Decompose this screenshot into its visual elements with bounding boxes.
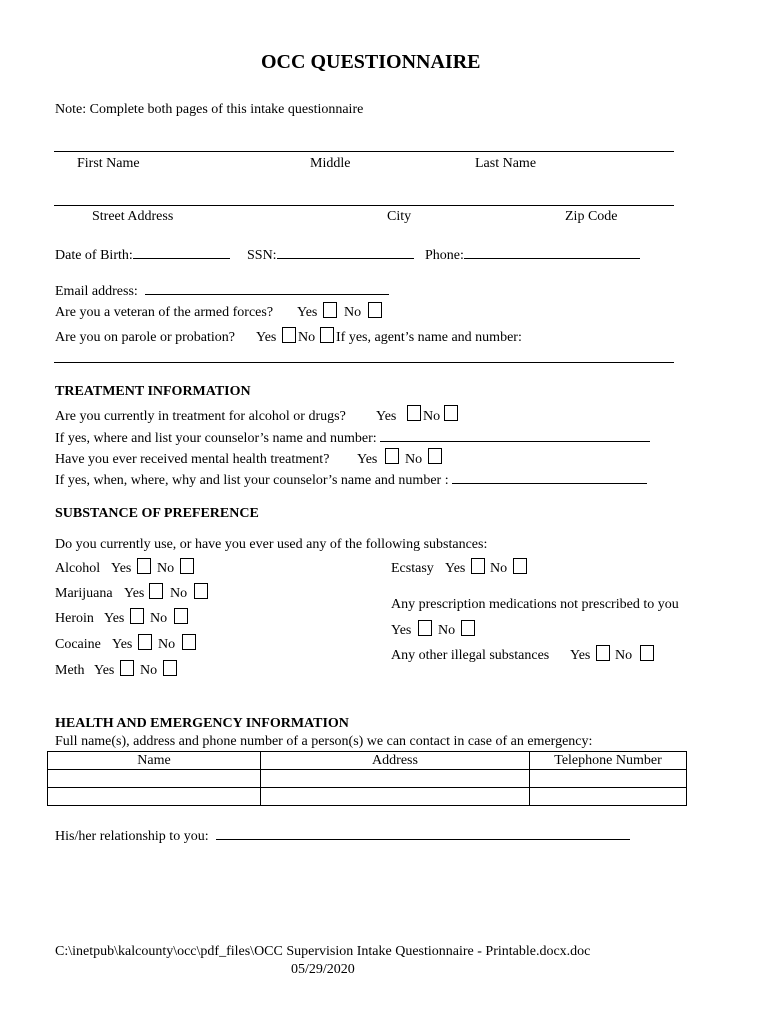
- veteran-no-label: No: [344, 305, 362, 320]
- treatment-no-checkbox[interactable]: [444, 405, 458, 421]
- health-heading: HEALTH AND EMERGENCY INFORMATION: [55, 716, 349, 731]
- column-header-address: Address: [261, 752, 530, 770]
- email-field: [55, 281, 389, 300]
- other-substances-no-checkbox[interactable]: [640, 645, 654, 661]
- veteran-question: Are you a veteran of the armed forces?: [55, 305, 274, 320]
- name-input-line[interactable]: [54, 151, 674, 152]
- relationship-label: His/her relationship to you:: [55, 829, 209, 844]
- dob-label: Date of Birth:: [55, 248, 133, 263]
- column-header-name: Name: [48, 752, 261, 770]
- contact-address-cell[interactable]: [261, 770, 530, 788]
- ecstasy-no-label: No: [490, 561, 508, 576]
- cocaine-label: Cocaine: [55, 637, 101, 652]
- treatment-question: Are you currently in treatment for alcohol or drugs?: [55, 409, 346, 424]
- mental-health-followup: [55, 470, 647, 489]
- alcohol-no-checkbox[interactable]: [180, 558, 194, 574]
- contact-address-cell[interactable]: [261, 788, 530, 806]
- city-label: City: [387, 209, 412, 224]
- meth-label: Meth: [55, 663, 85, 678]
- alcohol-yes-label: Yes: [111, 561, 132, 576]
- email-input-line[interactable]: [145, 281, 389, 295]
- contact-name-cell[interactable]: [48, 770, 261, 788]
- alcohol-yes-checkbox[interactable]: [137, 558, 151, 574]
- emergency-contacts-table: [47, 751, 687, 806]
- ecstasy-yes-checkbox[interactable]: [471, 558, 485, 574]
- treatment-no-label: No: [423, 409, 441, 424]
- contact-telephone-cell[interactable]: [530, 788, 687, 806]
- marijuana-yes-label: Yes: [124, 586, 145, 601]
- first-name-label: First Name: [77, 156, 140, 171]
- prescription-no-label: No: [438, 623, 456, 638]
- ecstasy-label: Ecstasy: [391, 561, 434, 576]
- dob-field: [55, 245, 230, 264]
- marijuana-no-checkbox[interactable]: [194, 583, 208, 599]
- parole-no-checkbox[interactable]: [320, 327, 334, 343]
- substance-heading: SUBSTANCE OF PREFERENCE: [55, 506, 259, 521]
- other-substances-yes-checkbox[interactable]: [596, 645, 610, 661]
- meth-yes-checkbox[interactable]: [120, 660, 134, 676]
- heroin-yes-label: Yes: [104, 611, 125, 626]
- mental-health-yes-label: Yes: [357, 452, 378, 467]
- address-input-line[interactable]: [54, 205, 674, 206]
- contact-telephone-cell[interactable]: [530, 770, 687, 788]
- prescription-yes-label: Yes: [391, 623, 412, 638]
- street-address-label: Street Address: [92, 209, 174, 224]
- alcohol-no-label: No: [157, 561, 175, 576]
- middle-name-label: Middle: [310, 156, 351, 171]
- treatment-yes-checkbox[interactable]: [407, 405, 421, 421]
- other-substances-label: Any other illegal substances: [391, 648, 550, 663]
- heroin-no-label: No: [150, 611, 168, 626]
- intake-note: Note: Complete both pages of this intake questionnaire: [55, 102, 364, 117]
- mental-health-followup-label: If yes, when, where, why and list your counselor’s name and number :: [55, 473, 449, 488]
- alcohol-label: Alcohol: [55, 561, 101, 576]
- heroin-label: Heroin: [55, 611, 94, 626]
- table-header-row: [48, 752, 687, 770]
- meth-no-checkbox[interactable]: [163, 660, 177, 676]
- parole-followup: If yes, agent’s name and number:: [336, 330, 522, 345]
- page-title: OCC QUESTIONNAIRE: [261, 51, 481, 73]
- meth-yes-label: Yes: [94, 663, 115, 678]
- table-row: [48, 770, 687, 788]
- marijuana-label: Marijuana: [55, 586, 113, 601]
- last-name-label: Last Name: [475, 156, 537, 171]
- veteran-yes-label: Yes: [297, 305, 318, 320]
- veteran-yes-checkbox[interactable]: [323, 302, 337, 318]
- email-label: Email address:: [55, 284, 138, 299]
- parole-yes-checkbox[interactable]: [282, 327, 296, 343]
- other-substances-no-label: No: [615, 648, 633, 663]
- mental-health-input-line[interactable]: [452, 470, 647, 484]
- dob-input-line[interactable]: [133, 245, 230, 259]
- treatment-followup-label: If yes, where and list your counselor’s name and number:: [55, 431, 377, 446]
- prescription-label: Any prescription medications not prescribed to you: [391, 597, 679, 612]
- ecstasy-yes-label: Yes: [445, 561, 466, 576]
- mental-health-question: Have you ever received mental health treatment?: [55, 452, 330, 467]
- heroin-yes-checkbox[interactable]: [130, 608, 144, 624]
- cocaine-no-label: No: [158, 637, 176, 652]
- ssn-label: SSN:: [247, 248, 277, 263]
- other-substances-yes-label: Yes: [570, 648, 591, 663]
- phone-field: [425, 245, 640, 264]
- mental-health-yes-checkbox[interactable]: [385, 448, 399, 464]
- relationship-input-line[interactable]: [216, 826, 630, 840]
- parole-yes-label: Yes: [256, 330, 277, 345]
- zip-code-label: Zip Code: [565, 209, 618, 224]
- phone-label: Phone:: [425, 248, 464, 263]
- cocaine-yes-checkbox[interactable]: [138, 634, 152, 650]
- mental-health-no-checkbox[interactable]: [428, 448, 442, 464]
- parole-no-label: No: [298, 330, 316, 345]
- treatment-yes-label: Yes: [376, 409, 397, 424]
- treatment-heading: TREATMENT INFORMATION: [55, 384, 251, 399]
- substance-intro: Do you currently use, or have you ever used any of the following substances:: [55, 537, 488, 552]
- marijuana-no-label: No: [170, 586, 188, 601]
- relationship-field: [55, 826, 630, 845]
- ssn-field: [247, 245, 414, 264]
- marijuana-yes-checkbox[interactable]: [149, 583, 163, 599]
- footer-date: 05/29/2020: [291, 962, 355, 977]
- veteran-no-checkbox[interactable]: [368, 302, 382, 318]
- phone-input-line[interactable]: [464, 245, 640, 259]
- agent-input-line[interactable]: [54, 362, 674, 363]
- footer-file-path: C:\inetpub\kalcounty\occ\pdf_files\OCC Supervision Intake Questionnaire - Printable.docx.doc: [55, 944, 591, 959]
- mental-health-no-label: No: [405, 452, 423, 467]
- column-header-telephone: Telephone Number: [530, 752, 687, 770]
- prescription-no-checkbox[interactable]: [461, 620, 475, 636]
- meth-no-label: No: [140, 663, 158, 678]
- counselor-input-line[interactable]: [380, 428, 650, 442]
- cocaine-no-checkbox[interactable]: [182, 634, 196, 650]
- contact-name-cell[interactable]: [48, 788, 261, 806]
- heroin-no-checkbox[interactable]: [174, 608, 188, 624]
- prescription-yes-checkbox[interactable]: [418, 620, 432, 636]
- health-intro: Full name(s), address and phone number of a person(s) we can contact in case of an emergency:: [55, 734, 593, 749]
- ssn-input-line[interactable]: [277, 245, 414, 259]
- cocaine-yes-label: Yes: [112, 637, 133, 652]
- parole-question: Are you on parole or probation?: [55, 330, 235, 345]
- treatment-followup: [55, 428, 650, 447]
- ecstasy-no-checkbox[interactable]: [513, 558, 527, 574]
- table-row: [48, 788, 687, 806]
